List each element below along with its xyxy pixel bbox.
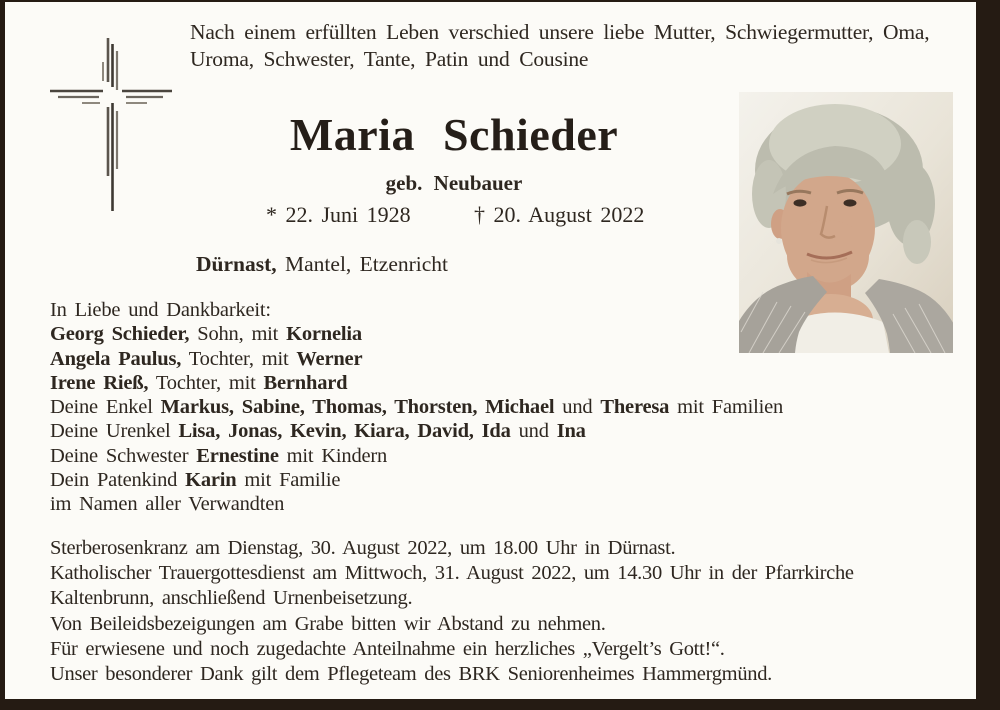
family-line: Deine Enkel Markus, Sabine, Thomas, Thorsten, Michael und Theresa mit Familien [50,396,784,419]
family-closing: im Namen aller Verwandten [50,493,285,516]
family-heading: In Liebe und Dankbarkeit: [50,299,271,321]
service-line: Kaltenbrunn, anschließend Urnenbeisetzung. [50,587,413,610]
family-line: Deine Urenkel Lisa, Jonas, Kevin, Kiara, David, Ida und Ina [50,420,586,443]
residence-places [196,252,448,277]
family-line: Irene Rieß, Tochter, mit Bernhard [50,371,348,394]
service-line: Katholischer Trauergottesdienst am Mittwoch, 31. August 2022, um 14.30 Uhr in der Pfarrkirche [50,562,854,585]
intro-text: Nach einem erfüllten Leben verschied unsere liebe Mutter, Schwiegermutter, Oma, Uroma, Schwester, Tante, Patin und Cousine [190,20,930,71]
service-line: Von Beileidsbezeigungen am Grabe bitten wir Abstand zu nehmen. [50,612,606,635]
service-line: Für erwiesene und noch zugedachte Anteilnahme ein herzliches „Vergelt’s Gott!“. [50,637,725,660]
service-line: Sterberosenkranz am Dienstag, 30. August 2022, um 18.00 Uhr in Dürnast. [50,537,676,559]
family-line: Angela Paulus, Tochter, mit Werner [50,347,363,370]
primary-place: Dürnast, [196,252,277,276]
maiden-name: geb. Neubauer [385,171,523,195]
service-line: Unser besonderer Dank gilt dem Pflegeteam des BRK Seniorenheimes Hammergmünd. [50,663,772,686]
cross-icon [42,24,177,219]
death-date: † 20. August 2022 [474,202,645,227]
family-list [50,298,783,517]
deceased-name: Maria Schieder [289,109,619,160]
family-line: Deine Schwester Ernestine mit Kindern [50,444,388,467]
secondary-places: Mantel, Etzenricht [276,252,449,276]
family-line: Georg Schieder, Sohn, mit Kornelia [50,323,362,346]
family-line: Dein Patenkind Karin mit Familie [50,469,341,492]
service-information [50,536,854,687]
deceased-portrait-photo [739,92,953,353]
birth-date: * 22. Juni 1928 [266,202,411,227]
